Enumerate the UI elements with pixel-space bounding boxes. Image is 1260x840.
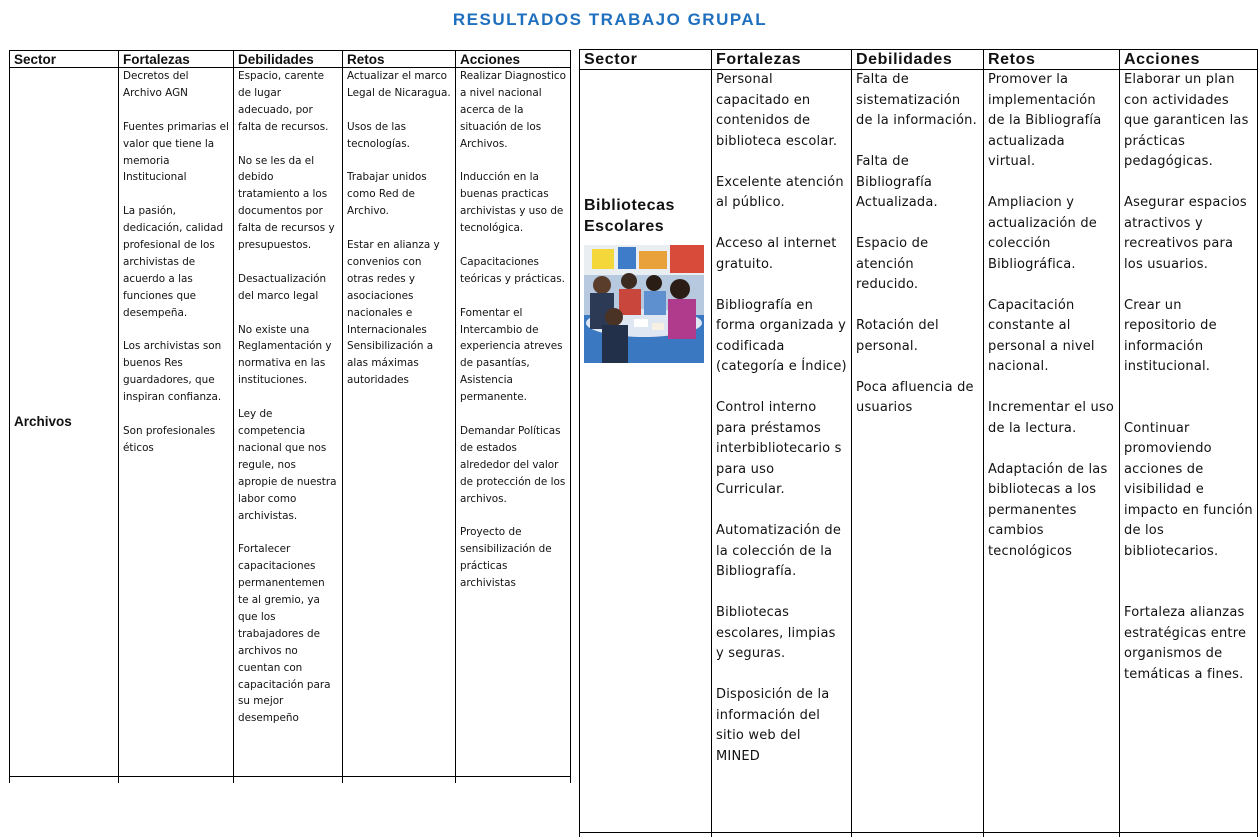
list-item: Asegurar espacios atractivos y recreativos para los usuarios.	[1124, 195, 1247, 272]
acciones-cell	[1120, 70, 1258, 833]
table-row-tail	[10, 777, 571, 784]
table-row	[580, 70, 1258, 833]
list-item: Capacitaciones teóricas y prácticas.	[460, 255, 565, 285]
list-item: Bibliografía en forma organizada y codificada (categoría e Índice)	[716, 297, 847, 374]
sector-name: Bibliotecas Escolares	[584, 197, 675, 235]
list-item: Proyecto de sensibilización de prácticas archivistas	[460, 526, 552, 590]
list-item: Continuar promoviendo acciones de visibilidad e impacto en función de los bibliotecarios.	[1124, 420, 1253, 559]
list-item: Ley de competencia nacional que nos regule, nos apropie de nuestra labor como archivistas.	[238, 408, 337, 522]
header-retos: Retos	[984, 50, 1120, 70]
list-item: Son profesionales éticos	[123, 424, 216, 454]
list-item: Poca afluencia de usuarios	[856, 379, 974, 415]
list-item: Adaptación de las bibliotecas a los permanentes cambios tecnológicos	[988, 461, 1108, 559]
list-item: Actualizar el marco Legal de Nicaragua.	[347, 70, 451, 99]
list-item: Disposición de la información del sitio web del MINED	[716, 687, 830, 764]
table-row-tail	[580, 833, 1258, 838]
results-table-archivos	[9, 50, 571, 783]
list-item: Fortalecer capacitaciones permanentemen te al gremio, ya que los trabajadores de archivos no cuentan con capacitación para su mejor desempeño	[238, 543, 331, 725]
list-item: Estar en alianza y convenios con otras redes y asociaciones nacionales e Internacionales Sensibilización a alas máximas autoridades	[347, 239, 440, 387]
header-sector: Sector	[10, 51, 119, 68]
list-item: Elaborar un plan con actividades que garanticen las prácticas pedagógicas.	[1124, 72, 1249, 169]
list-item: Fuentes primarias el valor que tiene la memoria Institucional	[123, 120, 229, 184]
list-item: Espacio de atención reducido.	[856, 236, 929, 292]
page-title: RESULTADOS TRABAJO GRUPAL	[452, 10, 768, 29]
list-item: Automatización de la colección de la Bibliografía.	[716, 523, 842, 579]
retos-cell	[343, 68, 456, 777]
header-sector: Sector	[580, 50, 712, 70]
fortalezas-cell	[712, 70, 852, 833]
header-debilidades: Debilidades	[234, 51, 343, 68]
acciones-cell	[456, 68, 571, 777]
list-item: Acceso al internet gratuito.	[716, 236, 837, 272]
group-photo	[584, 245, 704, 363]
header-acciones: Acciones	[456, 51, 571, 68]
header-fortalezas: Fortalezas	[119, 51, 234, 68]
table-header-row	[580, 50, 1258, 70]
list-item: Rotación del personal.	[856, 318, 939, 354]
list-item: Fortaleza alianzas estratégicas entre organismos de temáticas a fines.	[1124, 605, 1247, 682]
list-item: Fomentar el Intercambio de experiencia atreves de pasantías, Asistencia permanente.	[460, 306, 563, 404]
header-debilidades: Debilidades	[852, 50, 984, 70]
list-item: La pasión, dedicación, calidad profesional de los archivistas de acuerdo a las funciones que desempeña.	[123, 205, 224, 319]
list-item: Espacio, carente de lugar adecuado, por falta de recursos.	[238, 70, 329, 133]
list-item: Personal capacitado en contenidos de biblioteca escolar.	[716, 72, 838, 149]
header-acciones: Acciones	[1120, 50, 1258, 70]
retos-cell	[984, 70, 1120, 833]
fortalezas-cell	[119, 68, 234, 777]
list-item: Realizar Diagnostico a nivel nacional acerca de la situación de los Archivos.	[460, 70, 566, 150]
list-item: Desactualización del marco legal	[238, 272, 327, 302]
list-item: Falta de Bibliografía Actualizada.	[856, 154, 938, 210]
list-item: Los archivistas son buenos Res guardadores, que inspiran confianza.	[123, 340, 222, 404]
list-item: No se les da el debido tratamiento a los documentos por falta de recursos y presupuestos.	[238, 154, 335, 252]
sector-cell	[580, 70, 712, 833]
list-item: Trabajar unidos como Red de Archivo.	[347, 171, 427, 218]
list-item: Excelente atención al público.	[716, 174, 844, 210]
list-item: Capacitación constante al personal a nivel nacional.	[988, 297, 1095, 374]
list-item: Promover la implementación de la Bibliografía actualizada virtual.	[988, 72, 1102, 169]
list-item: Usos de las tecnologías.	[347, 120, 410, 150]
list-item: Inducción en la buenas practicas archivistas y uso de tecnológica.	[460, 171, 564, 235]
table-row	[10, 68, 571, 777]
list-item: Bibliotecas escolares, limpias y seguras.	[716, 605, 836, 661]
list-item: Falta de sistematización de la información.	[856, 72, 977, 128]
list-item: Demandar Políticas de estados alrededor del valor de protección de los archivos.	[460, 424, 566, 505]
header-retos: Retos	[343, 51, 456, 68]
results-table-bibliotecas	[579, 49, 1258, 837]
list-item: Ampliacion y actualización de colección Bibliográfica.	[988, 195, 1097, 272]
list-item: Control interno para préstamos interbibliotecario s para uso Curricular.	[716, 400, 842, 497]
table-header-row	[10, 51, 571, 68]
list-item: No existe una Reglamentación y normativa en las instituciones.	[238, 323, 332, 387]
list-item: Decretos del Archivo AGN	[123, 70, 189, 99]
debilidades-cell	[852, 70, 984, 833]
header-fortalezas: Fortalezas	[712, 50, 852, 70]
sector-cell: Archivos	[10, 68, 119, 777]
list-item: Incrementar el uso de la lectura.	[988, 400, 1115, 436]
list-item: Crear un repositorio de información institucional.	[1124, 297, 1217, 374]
debilidades-cell	[234, 68, 343, 777]
